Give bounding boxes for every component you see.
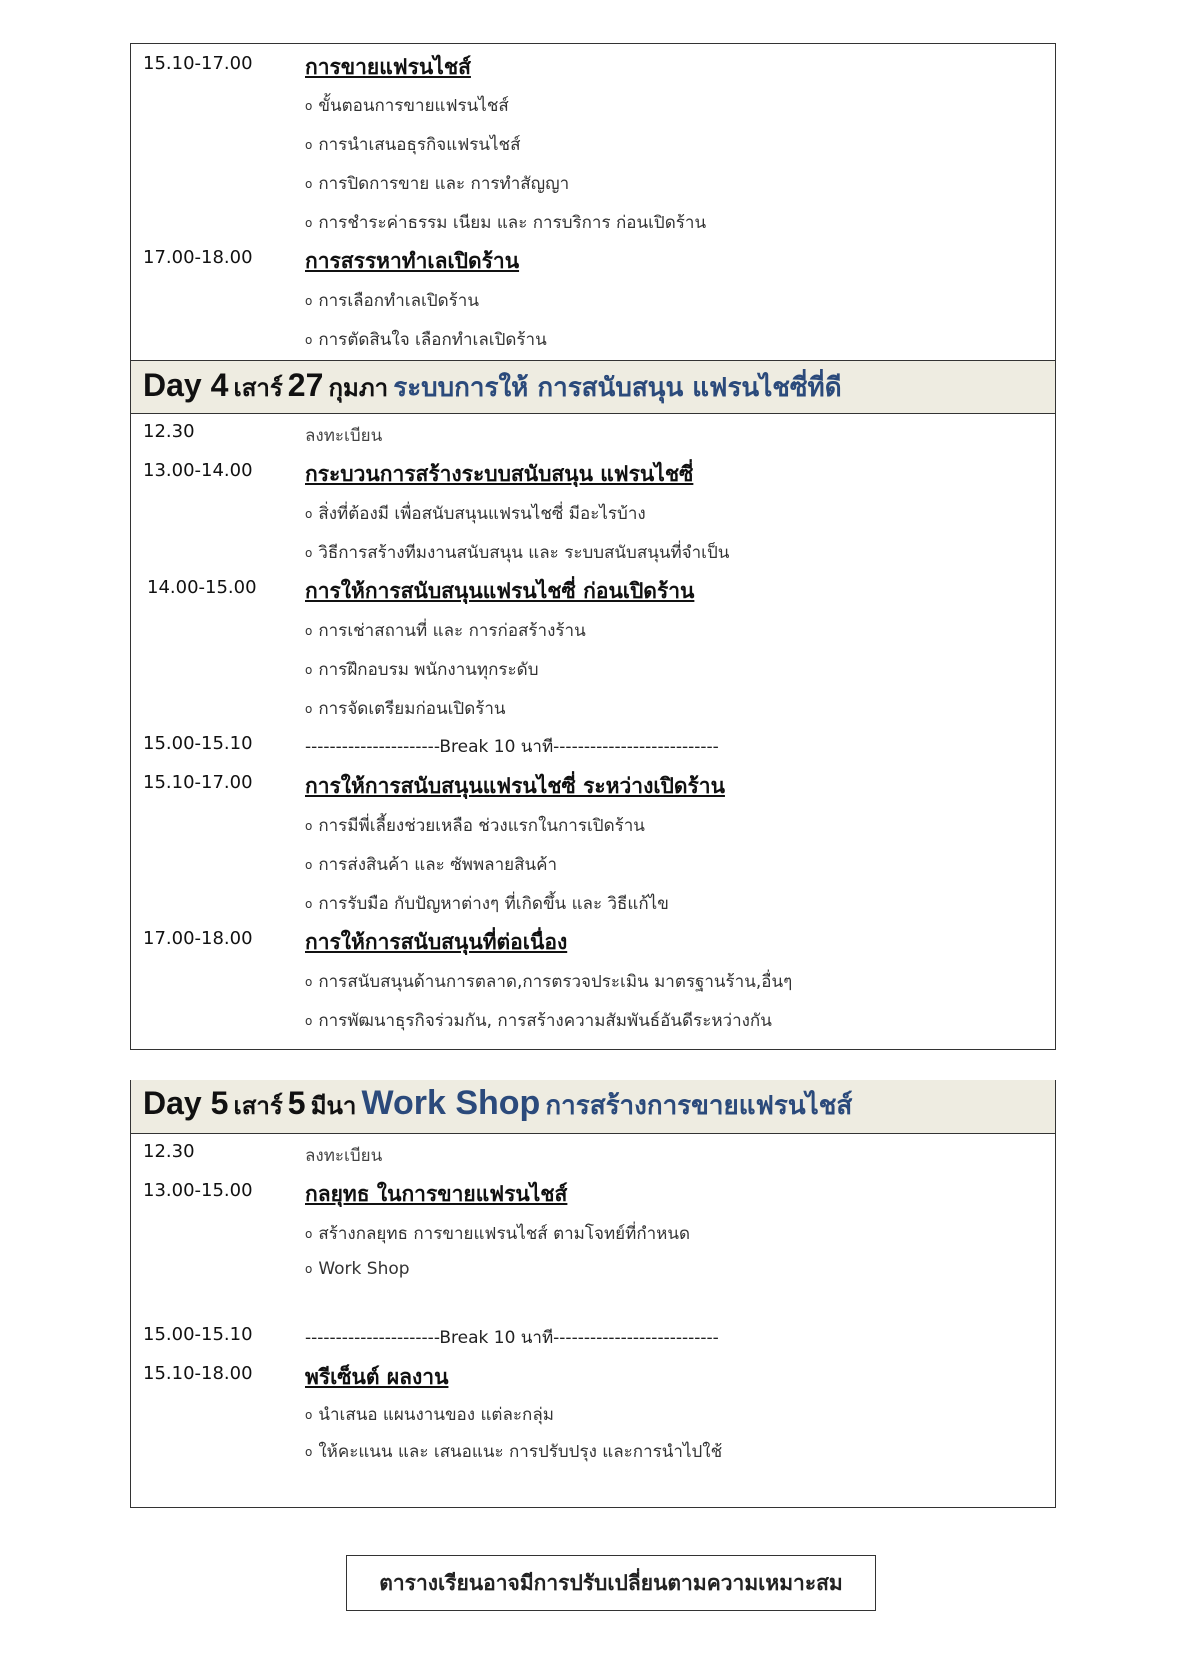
time-slot: 17.00-18.00 (143, 247, 253, 268)
session-note: ลงทะเบียน (305, 426, 383, 446)
session-item: o การฝึกอบรม พนักงานทุกระดับ (305, 660, 539, 680)
schedule-row (131, 765, 1055, 803)
day-topic: ระบบการให้ การสนับสนุน แฟรนไชซี่ที่ดี (393, 373, 842, 403)
bullet-icon: o (305, 99, 313, 113)
schedule-row (131, 960, 1055, 998)
session-item: o การมีพี่เลี้ยงช่วยเหลือ ช่วงแรกในการเปิดร้าน (305, 816, 645, 836)
schedule-row (131, 1173, 1055, 1211)
session-title: การให้การสนับสนุนที่ต่อเนื่อง (305, 930, 568, 954)
bullet-icon: o (305, 1227, 313, 1241)
bullet-icon: o (305, 858, 313, 872)
session-title: การขายแฟรนไชส์ (305, 55, 471, 79)
bullet-icon: o (305, 1262, 313, 1276)
session-item: o การเลือกทำเลเปิดร้าน (305, 291, 479, 311)
bullet-icon: o (305, 216, 313, 230)
day-workshop: Work Shop (361, 1084, 541, 1122)
day-weekday: เสาร์ (233, 1092, 283, 1120)
session-item: o การนำเสนอธุรกิจแฟรนไชส์ (305, 135, 521, 155)
session-item: o การส่งสินค้า และ ซัพพลายสินค้า (305, 855, 558, 875)
bullet-icon: o (305, 294, 313, 308)
bullet-icon: o (305, 1014, 313, 1028)
schedule-row (131, 843, 1055, 881)
time-slot: 15.00-15.10 (143, 733, 253, 754)
time-slot: 17.00-18.00 (143, 928, 253, 949)
bullet-icon: o (305, 624, 313, 638)
session-item: o วิธีการสร้างทีมงานสนับสนุน และ ระบบสนับสนุนที่จำเป็น (305, 543, 730, 563)
schedule-row (131, 279, 1055, 317)
schedule-row (131, 1251, 1055, 1289)
session-item: o การสนับสนุนด้านการตลาด,การตรวจประเมิน มาตรฐานร้าน,อื่นๆ (305, 972, 793, 992)
day-date: 27 (287, 367, 324, 403)
schedule-block-day3-day4 (130, 43, 1056, 1050)
bullet-icon: o (305, 138, 313, 152)
time-slot: 15.00-15.10 (143, 1324, 253, 1345)
time-slot: 15.10-17.00 (143, 772, 253, 793)
schedule-row (131, 726, 1055, 764)
break-line: ----------------------Break 10 นาที--------------------------- (305, 1328, 719, 1348)
schedule-row (131, 999, 1055, 1037)
session-title: กระบวนการสร้างระบบสนับสนุน แฟรนไชซี่ (305, 462, 694, 486)
bullet-icon: o (305, 177, 313, 191)
schedule-row (131, 201, 1055, 239)
break-line: ----------------------Break 10 นาที--------------------------- (305, 737, 719, 757)
session-note: ลงทะเบียน (305, 1146, 383, 1166)
schedule-row (131, 123, 1055, 161)
schedule-row (131, 882, 1055, 920)
time-slot: 12.30 (143, 421, 195, 442)
bullet-icon: o (305, 975, 313, 989)
bullet-icon: o (305, 507, 313, 521)
day-month: กุมภา (328, 374, 389, 402)
session-item: o ขั้นตอนการขายแฟรนไชส์ (305, 96, 509, 116)
bullet-icon: o (305, 897, 313, 911)
schedule-row (131, 1212, 1055, 1250)
schedule-row (131, 1356, 1055, 1394)
schedule-row (131, 318, 1055, 356)
bullet-icon: o (305, 663, 313, 677)
session-item: o การเช่าสถานที่ และ การก่อสร้างร้าน (305, 621, 586, 641)
schedule-row (131, 1430, 1055, 1468)
bullet-icon: o (305, 1445, 313, 1459)
bullet-icon: o (305, 819, 313, 833)
day-number: Day 5 (143, 1085, 229, 1121)
session-item: o การจัดเตรียมก่อนเปิดร้าน (305, 699, 506, 719)
schedule-row (131, 921, 1055, 959)
schedule-row (131, 648, 1055, 686)
schedule-row (131, 609, 1055, 647)
session-title: การสรรหาทำเลเปิดร้าน (305, 249, 520, 273)
schedule-row (131, 162, 1055, 200)
time-slot: 15.10-18.00 (143, 1363, 253, 1384)
day-date: 5 (287, 1085, 306, 1121)
schedule-row (131, 414, 1055, 452)
schedule-row (131, 1393, 1055, 1431)
session-item: o สิ่งที่ต้องมี เพื่อสนับสนุนแฟรนไชซี่ มีอะไรบ้าง (305, 504, 646, 524)
schedule-row (131, 240, 1055, 278)
bullet-icon: o (305, 702, 313, 716)
schedule-change-note: ตารางเรียนอาจมีการปรับเปลี่ยนตามความเหมาะสม (346, 1555, 876, 1611)
schedule-row (131, 1317, 1055, 1355)
schedule-row (131, 1134, 1055, 1172)
time-slot: 13.00-14.00 (143, 460, 253, 481)
day-header (131, 360, 1055, 414)
session-item: o ให้คะแนน และ เสนอแนะ การปรับปรุง และการนำไปใช้ (305, 1442, 723, 1462)
session-item: o การตัดสินใจ เลือกทำเลเปิดร้าน (305, 330, 547, 350)
day-header (131, 1080, 1055, 1134)
day-weekday: เสาร์ (233, 374, 283, 402)
time-slot: 14.00-15.00 (147, 577, 257, 598)
session-item: o การชำระค่าธรรม เนียม และ การบริการ ก่อนเปิดร้าน (305, 213, 707, 233)
session-title: พรีเซ็นต์ ผลงาน (305, 1365, 449, 1389)
day-month: มีนา (310, 1092, 357, 1120)
schedule-row (131, 46, 1055, 84)
schedule-row (131, 453, 1055, 491)
session-item: o การพัฒนาธุรกิจร่วมกัน, การสร้างความสัมพันธ์อันดีระหว่างกัน (305, 1011, 772, 1031)
session-item: o Work Shop (305, 1259, 410, 1279)
bullet-icon: o (305, 1408, 313, 1422)
session-item: o การรับมือ กับปัญหาต่างๆ ที่เกิดขึ้น และ วิธีแก้ไข (305, 894, 669, 914)
schedule-row (131, 570, 1055, 608)
schedule-row (131, 492, 1055, 530)
bullet-icon: o (305, 333, 313, 347)
time-slot: 13.00-15.00 (143, 1180, 253, 1201)
schedule-block-day5 (130, 1080, 1056, 1508)
bullet-icon: o (305, 546, 313, 560)
session-title: การให้การสนับสนุนแฟรนไชซี่ ก่อนเปิดร้าน (305, 579, 695, 603)
session-item: o การปิดการขาย และ การทำสัญญา (305, 174, 570, 194)
day-topic: การสร้างการขายแฟรนไชส์ (545, 1091, 853, 1121)
time-slot: 15.10-17.00 (143, 53, 253, 74)
schedule-row (131, 531, 1055, 569)
time-slot: 12.30 (143, 1141, 195, 1162)
schedule-row (131, 687, 1055, 725)
session-title: การให้การสนับสนุนแฟรนไชซี่ ระหว่างเปิดร้าน (305, 774, 725, 798)
day-number: Day 4 (143, 367, 229, 403)
session-item: o นำเสนอ แผนงานของ แต่ละกลุ่ม (305, 1405, 554, 1425)
schedule-row (131, 84, 1055, 122)
schedule-row (131, 804, 1055, 842)
session-item: o สร้างกลยุทธ การขายแฟรนไชส์ ตามโจทย์ที่กำหนด (305, 1224, 691, 1244)
session-title: กลยุทธ ในการขายแฟรนไชส์ (305, 1182, 568, 1206)
